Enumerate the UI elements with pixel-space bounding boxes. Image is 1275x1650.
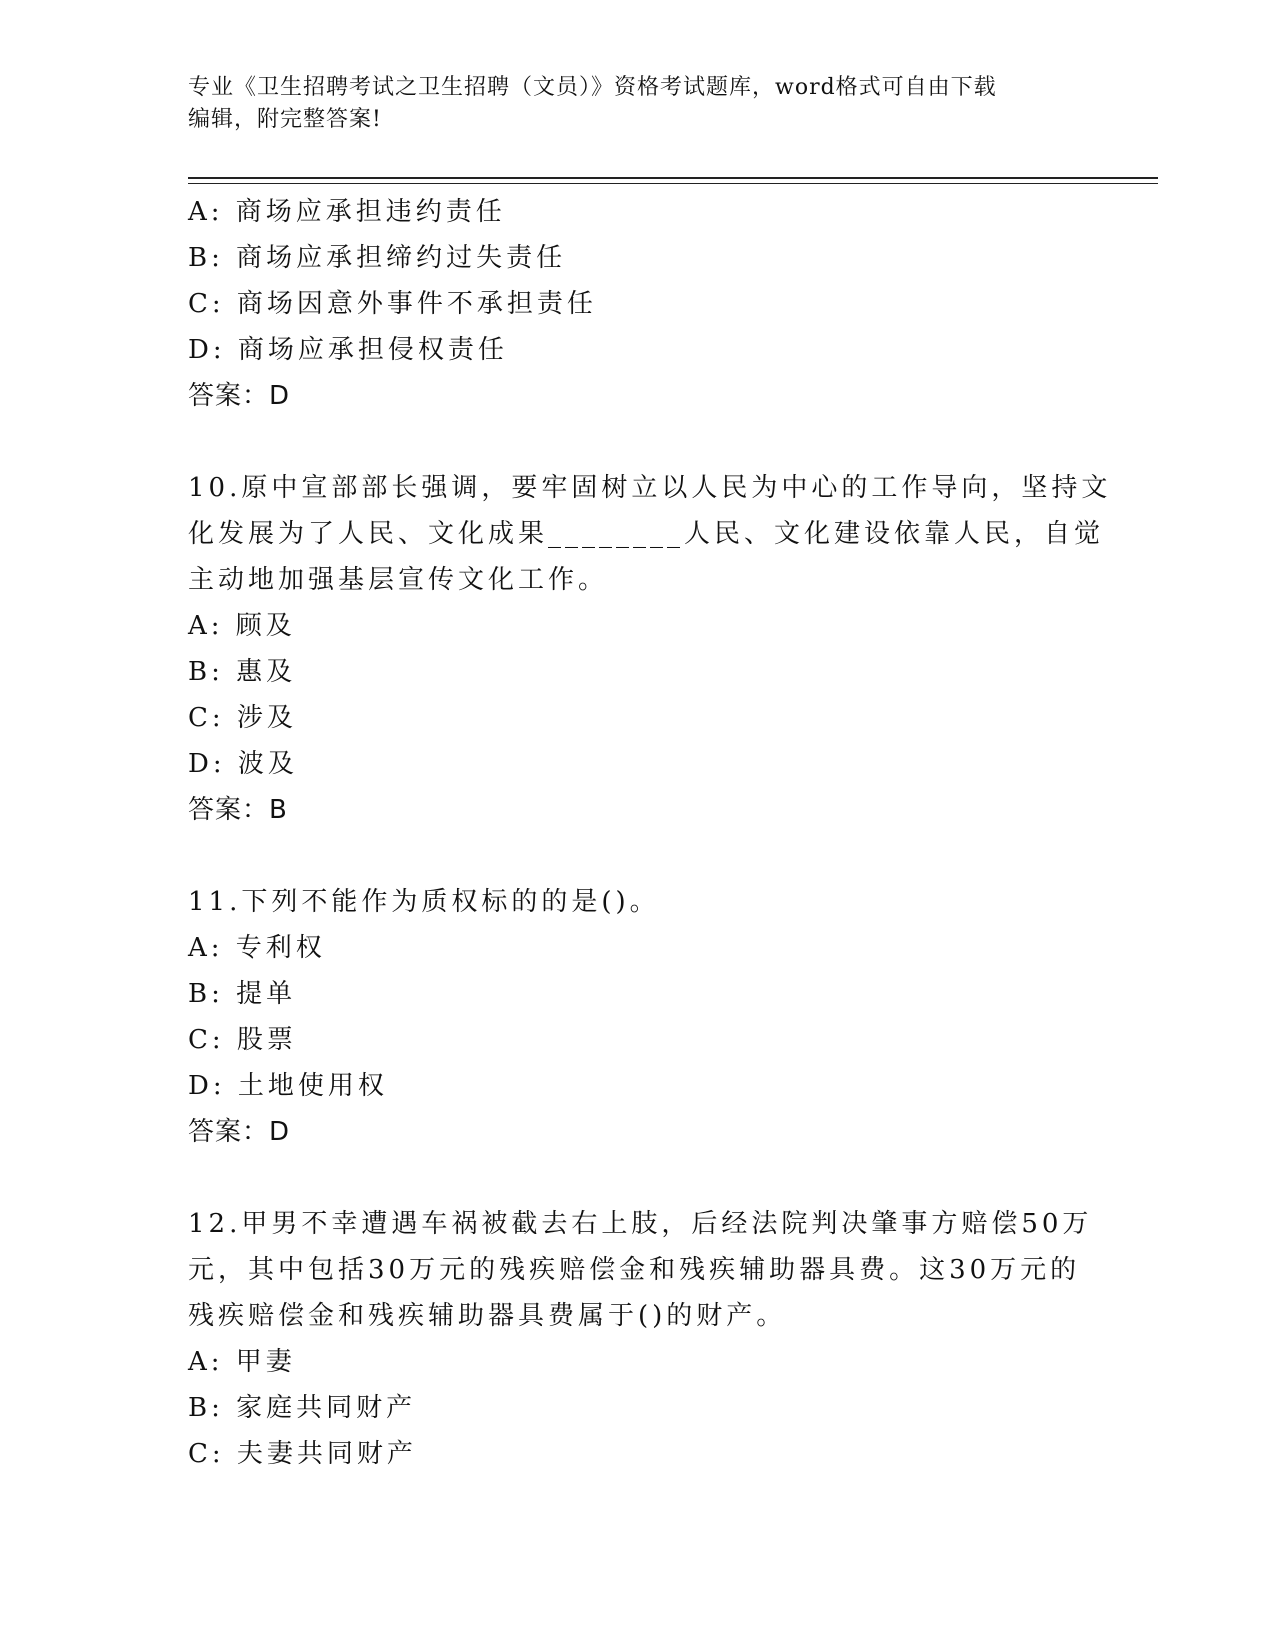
spacer <box>188 419 1088 465</box>
option-a: A: 顾及 <box>188 611 296 641</box>
question-9-block <box>188 189 1088 419</box>
option-d: D: 波及 <box>188 749 298 779</box>
option-b: B: 商场应承担缔约过失责任 <box>188 243 567 273</box>
option-c: C: 股票 <box>188 1025 297 1055</box>
option-c: C: 商场因意外事件不承担责任 <box>188 289 597 319</box>
question-content <box>188 189 1112 1477</box>
question-12-block <box>188 1201 1093 1477</box>
question-stem-line: 化发展为了人民、文化成果________人民、文化建设依靠人民，自觉 <box>188 519 1105 549</box>
option-a: A: 专利权 <box>188 933 326 963</box>
answer-line: 答案：D <box>188 381 291 411</box>
answer-line: 答案：B <box>188 795 288 825</box>
option-d: D: 土地使用权 <box>188 1071 388 1101</box>
question-stem-line: 11.下列不能作为质权标的的是()。 <box>188 887 660 917</box>
option-b: B: 提单 <box>188 979 297 1009</box>
header-divider-thick <box>188 177 1158 179</box>
spacer <box>188 1155 1088 1201</box>
option-d: D: 商场应承担侵权责任 <box>188 335 508 365</box>
header-line-2: 编辑，附完整答案! <box>188 107 382 132</box>
option-b: B: 惠及 <box>188 657 297 687</box>
question-stem-line: 元，其中包括30万元的残疾赔偿金和残疾辅助器具费。这30万元的 <box>188 1255 1081 1285</box>
header-line-1: 专业《卫生招聘考试之卫生招聘（文员）》资格考试题库，word格式可自由下载 <box>188 75 997 100</box>
option-a: A: 商场应承担违约责任 <box>188 197 506 227</box>
option-b: B: 家庭共同财产 <box>188 1393 417 1423</box>
option-c: C: 涉及 <box>188 703 297 733</box>
option-c: C: 夫妻共同财产 <box>188 1439 417 1469</box>
answer-line: 答案：D <box>188 1117 291 1147</box>
question-stem-line: 主动地加强基层宣传文化工作。 <box>188 565 609 595</box>
spacer <box>188 833 1088 879</box>
header-divider-thin <box>188 183 1158 184</box>
option-a: A: 甲妻 <box>188 1347 296 1377</box>
question-stem-line: 12.甲男不幸遭遇车祸被截去右上肢，后经法院判决肇事方赔偿50万 <box>188 1209 1093 1239</box>
question-stem-line: 残疾赔偿金和残疾辅助器具费属于()的财产。 <box>188 1301 787 1331</box>
question-stem-line: 10.原中宣部部长强调，要牢固树立以人民为中心的工作导向，坚持文 <box>188 473 1112 503</box>
question-10-block <box>188 465 1112 833</box>
document-header <box>188 72 1088 136</box>
question-11-block <box>188 879 1088 1155</box>
